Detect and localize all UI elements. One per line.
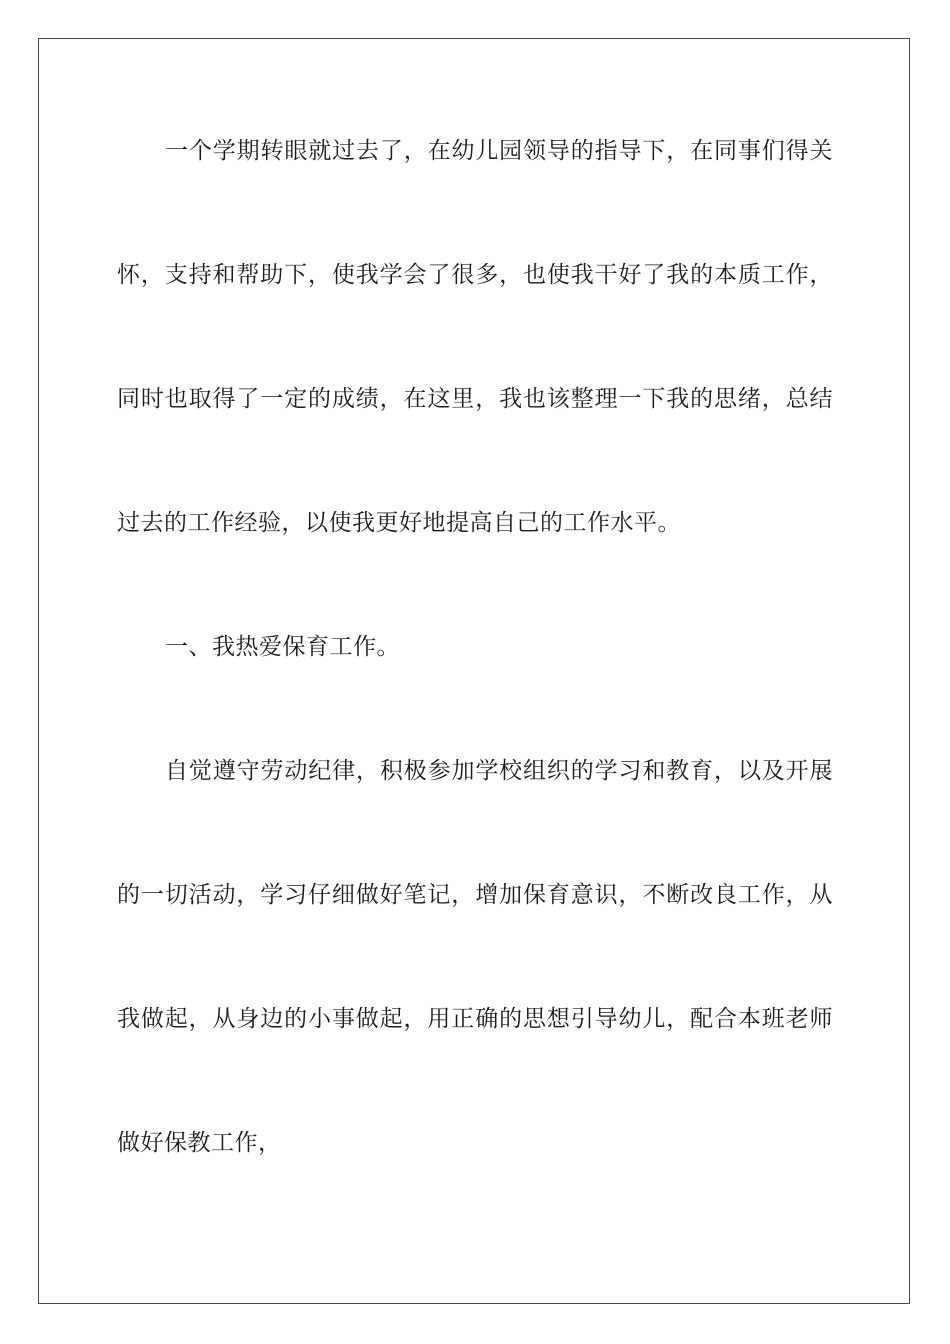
paragraph-2-line-1: 自觉遵守劳动纪律，积极参加学校组织的学习和教育，以及开展: [165, 758, 833, 784]
paragraph-2-line-2: 的一切活动，学习仔细做好笔记，增加保育意识，不断改良工作，从: [117, 882, 833, 908]
paragraph-1-line-1: 一个学期转眼就过去了，在幼儿园领导的指导下，在同事们得关: [165, 138, 833, 164]
paragraph-1-line-3: 同时也取得了一定的成绩，在这里，我也该整理一下我的思绪，总结: [117, 386, 833, 412]
paragraph-1-line-2: 怀，支持和帮助下，使我学会了很多，也使我干好了我的本质工作，: [117, 262, 833, 288]
paragraph-2-line-4: 做好保教工作，: [117, 1130, 282, 1156]
section-heading-1: 一、我热爱保育工作。: [165, 634, 400, 660]
page-border: [38, 38, 910, 1304]
paragraph-2-line-3: 我做起，从身边的小事做起，用正确的思想引导幼儿，配合本班老师: [117, 1006, 833, 1032]
paragraph-1-line-4: 过去的工作经验，以使我更好地提高自己的工作水平。: [117, 510, 681, 536]
